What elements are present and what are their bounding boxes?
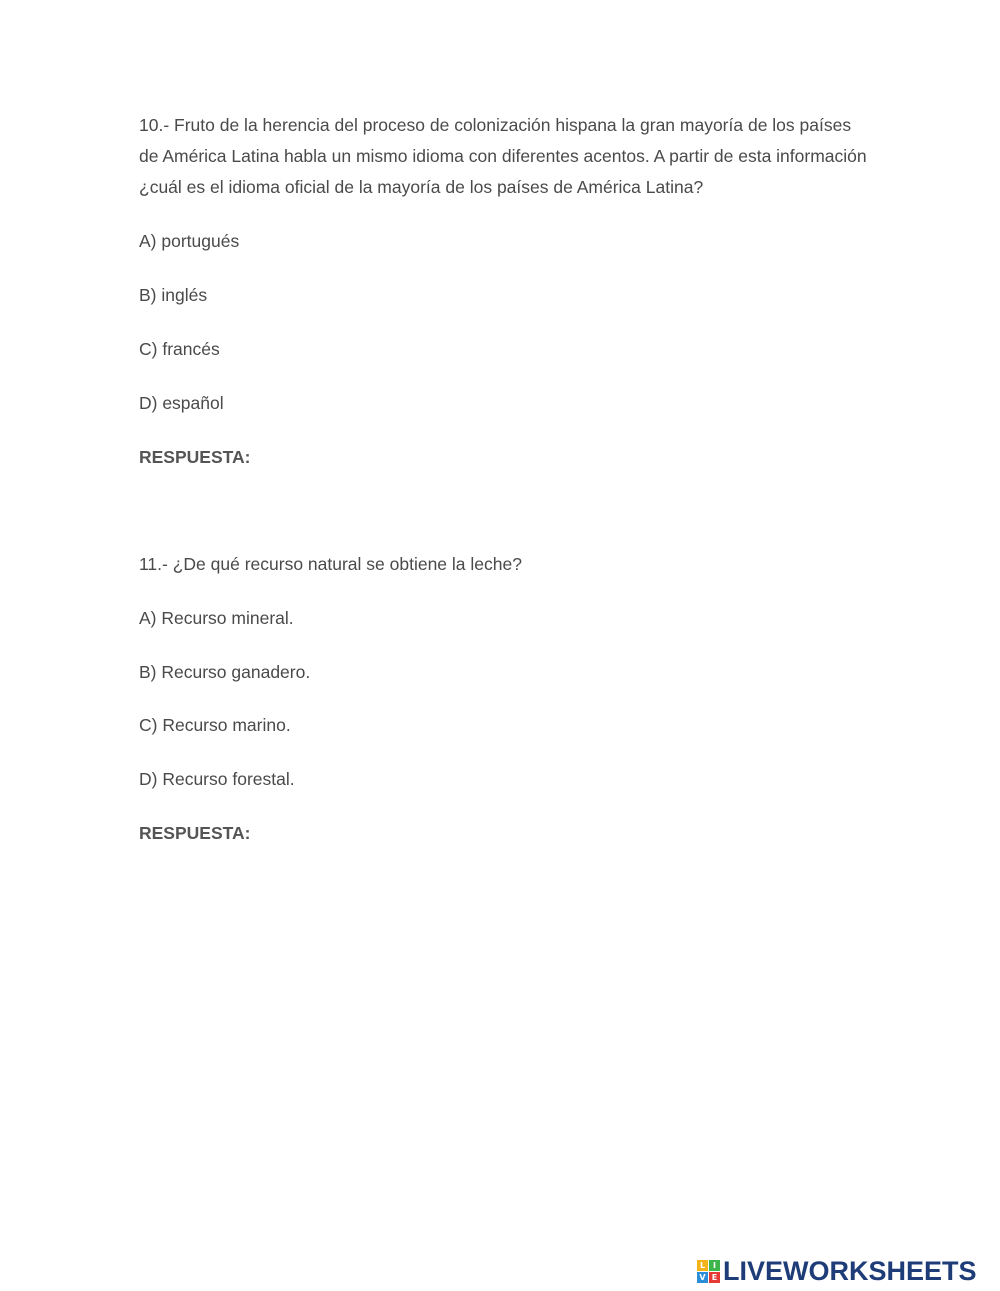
logo-block: E [709,1272,720,1283]
logo-block: L [697,1260,708,1271]
question-10-option-b: B) inglés [139,285,208,305]
question-10-text: 10.- Fruto de la herencia del proceso de colonización hispana la gran mayoría de los países de América Latina habla un mismo idioma con diferentes acentos. A partir de esta información ¿cuál es el idioma oficial de la mayoría de los países de América Latina? [139,115,867,197]
logo-block: V [697,1272,708,1283]
logo-text: LIVEWORKSHEETS [723,1256,977,1286]
question-10-option-d: D) español [139,393,224,413]
question-11-answer-label: RESPUESTA: [139,823,251,843]
question-10-option-c: C) francés [139,339,220,359]
question-10-answer-label: RESPUESTA: [139,447,251,467]
question-10-answer-input[interactable] [262,445,626,471]
question-11-option-a: A) Recurso mineral. [139,608,294,628]
question-11-answer-input[interactable] [262,821,626,847]
question-10-option-a: A) portugués [139,231,240,251]
question-11-option-d: D) Recurso forestal. [139,769,295,789]
question-11-text: 11.- ¿De qué recurso natural se obtiene la leche? [139,554,522,574]
question-11-option-b: B) Recurso ganadero. [139,662,311,682]
question-11-option-c: C) Recurso marino. [139,715,291,735]
logo-block: I [709,1260,720,1271]
liveworksheets-logo [697,1257,977,1285]
logo-blocks-icon [697,1260,720,1283]
